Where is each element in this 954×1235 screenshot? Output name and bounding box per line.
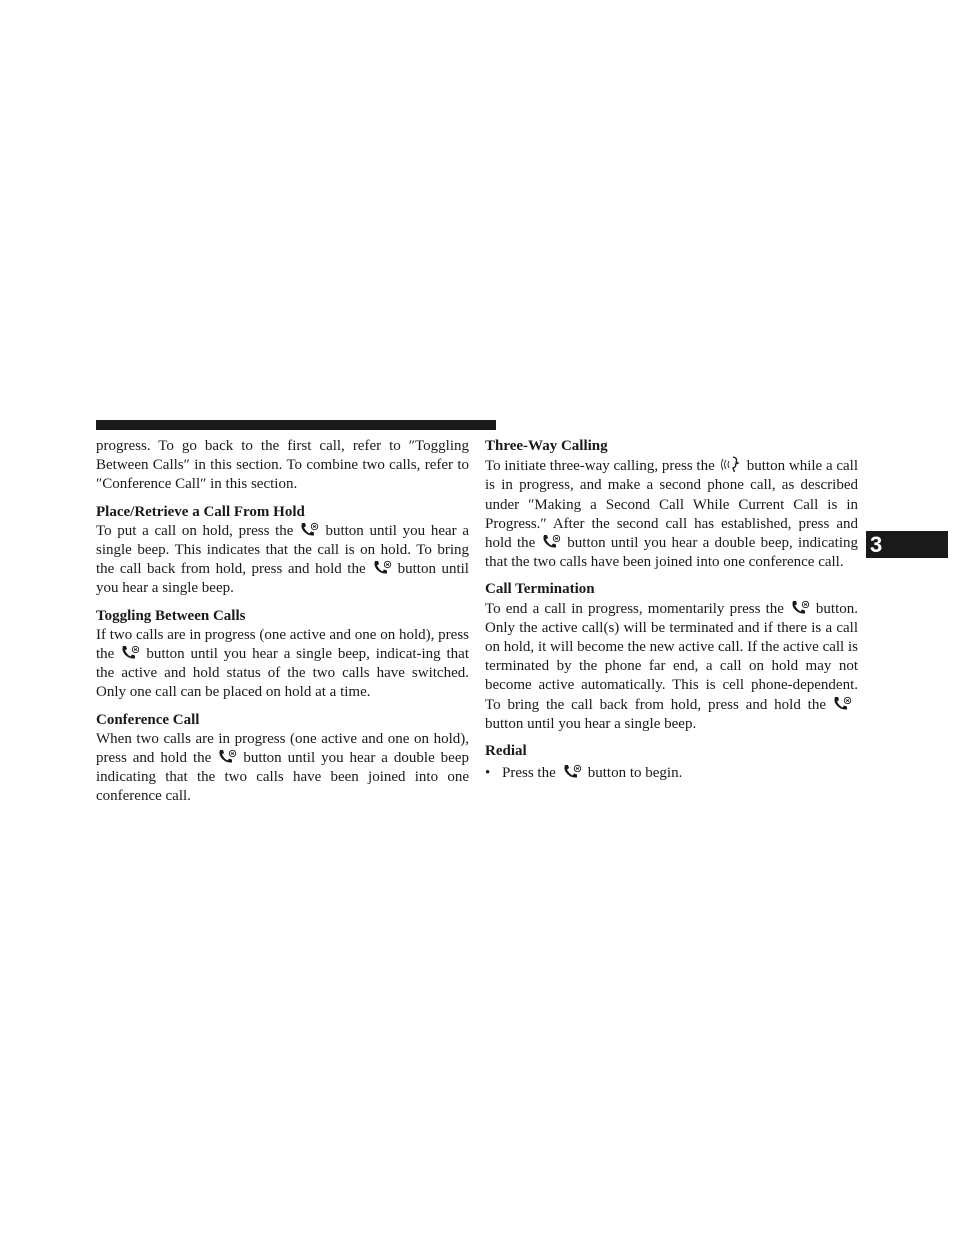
- three-way-paragraph: To initiate three-way calling, press the button while a call is in progress, and make a second phone call, as described under ″Making a Second Call While Current Call is in Progress.″ After the second call has established, press and hold the button until you hear a double beep, indicating that the two calls have been joined into one conference call.: [485, 458, 859, 571]
- conference-paragraph: When two calls are in progress (one active and one on hold), press and hold the button until you hear a double beep indicating that the two calls have been joined into one conference call.: [96, 730, 469, 805]
- phone-button-icon: [790, 600, 810, 616]
- termination-paragraph: To end a call in progress, momentarily press the button. Only the active call(s) will be terminated and if there is a call on hold, it will become the new active call. If the active call is terminated by the phone far end, a call on hold may not become active automatically. This is cell phone-dependent. To bring the call back from hold, press and hold the button until you hear a single beep.: [485, 600, 858, 732]
- right-column: [485, 437, 858, 783]
- phone-button-icon: [217, 749, 237, 765]
- hold-heading: Place/Retrieve a Call From Hold: [96, 503, 305, 520]
- redial-heading: Redial: [485, 743, 527, 760]
- phone-button-icon: [541, 534, 561, 550]
- chapter-tab: 3: [866, 531, 948, 558]
- phone-button-icon: [299, 522, 319, 538]
- phone-button-icon: [562, 764, 582, 780]
- three-way-heading: Three-Way Calling: [485, 438, 608, 454]
- toggling-heading: Toggling Between Calls: [96, 607, 246, 624]
- voice-command-icon: [721, 456, 741, 473]
- termination-heading: Call Termination: [485, 581, 595, 598]
- phone-button-icon: [372, 560, 392, 576]
- section-rule: [96, 420, 496, 430]
- bullet-dot: •: [485, 765, 491, 782]
- conference-heading: Conference Call: [96, 711, 200, 728]
- phone-button-icon: [832, 696, 852, 712]
- hold-paragraph: To put a call on hold, press the button until you hear a single beep. This indicates that the call is on hold. To bring the call back from hold, press and hold the button until you hear a single beep.: [96, 522, 469, 597]
- toggling-paragraph: If two calls are in progress (one active and one on hold), press the button until you hear a single beep, indicat-ing that the active and hold status of the two calls have switched. Only one call can be placed on hold at a time.: [96, 626, 469, 701]
- intro-paragraph: progress. To go back to the first call, refer to ″Toggling Between Calls″ in this section. To combine two calls, refer to ″Conference Call″ in this section.: [96, 438, 469, 493]
- phone-button-icon: [120, 645, 140, 661]
- redial-bullet: • Press the button to begin.: [485, 764, 858, 783]
- left-column: [96, 437, 469, 807]
